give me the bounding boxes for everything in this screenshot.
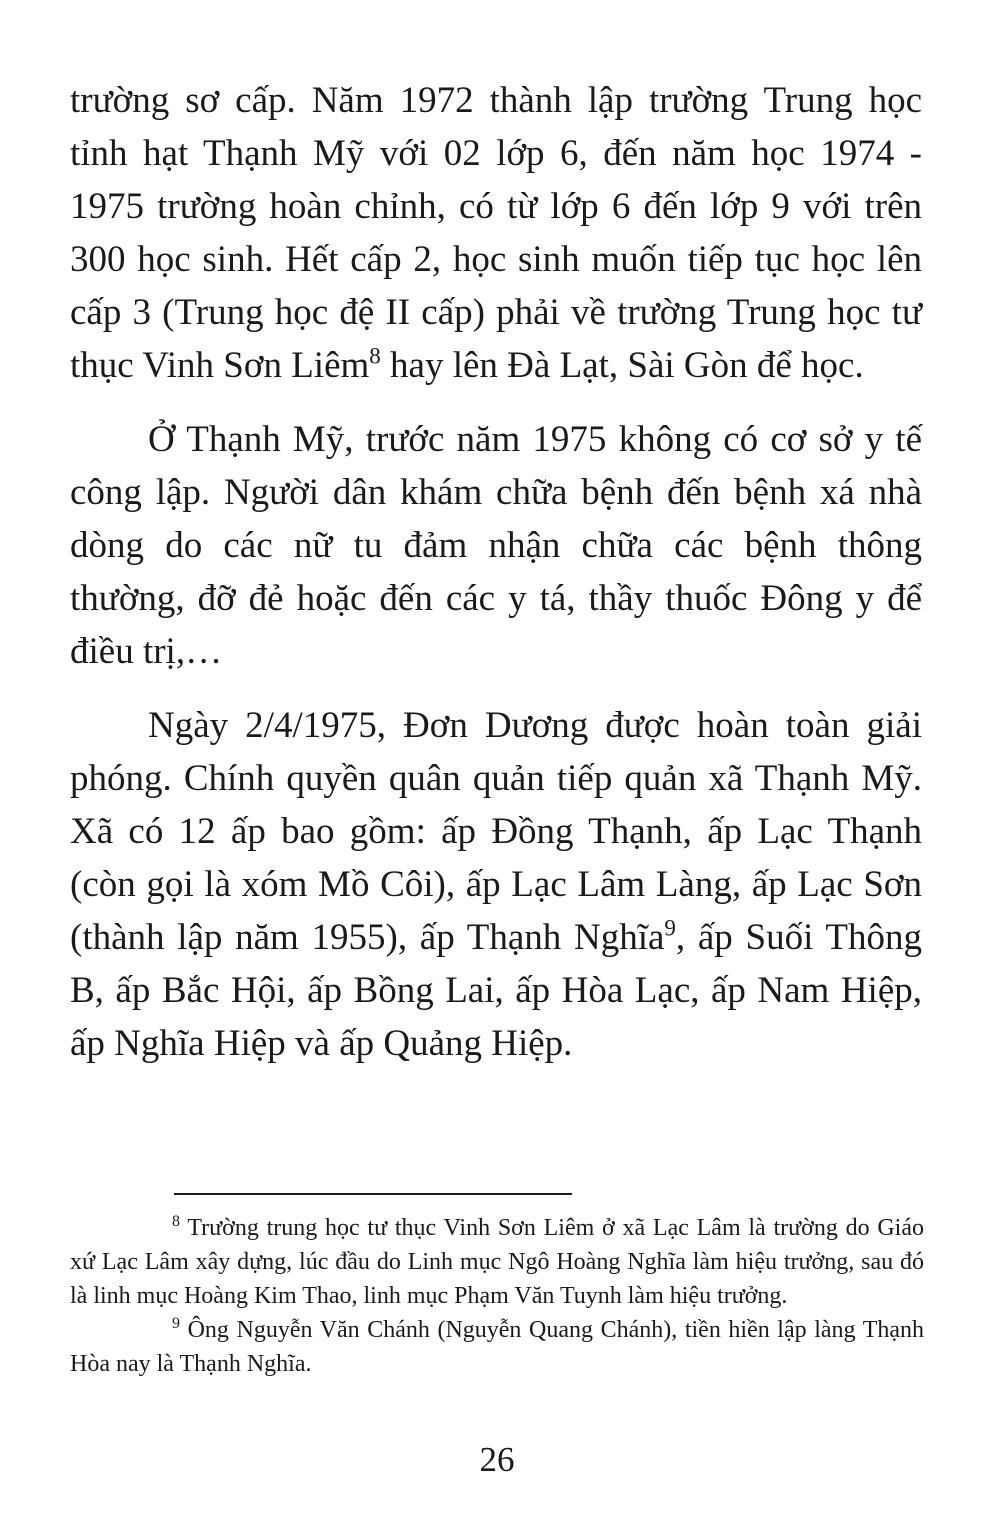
body-text: [70, 74, 922, 1070]
footnote-9-number: 9: [172, 1315, 180, 1332]
paragraph-1: [70, 74, 922, 392]
paragraph-1-text-after: hay lên Đà Lạt, Sài Gòn để học.: [380, 345, 864, 386]
footnote-8-number: 8: [172, 1213, 180, 1230]
paragraph-3: [70, 699, 922, 1070]
paragraph-3-text-after: , ấp Suối Thông B, ấp Bắc Hội, ấp Bồng Lai, ấp Hòa Lạc, ấp Nam Hiệp, ấp Nghĩa Hiệp và ấp Quảng Hiệp.: [70, 917, 922, 1064]
paragraph-1-text: trường sơ cấp. Năm 1972 thành lập trường Trung học tỉnh hạt Thạnh Mỹ với 02 lớp 6, đến năm học 1974 - 1975 trường hoàn chỉnh, có từ lớp 6 đến lớp 9 với trên 300 học sinh. Hết cấp 2, học sinh muốn tiếp tục học lên cấp 3 (Trung học đệ II cấp) phải về trường Trung học tư thục Vinh Sơn Liêm: [70, 80, 922, 386]
page-number: 26: [479, 1440, 515, 1479]
paragraph-3-text: Ngày 2/4/1975, Đơn Dương được hoàn toàn giải phóng. Chính quyền quân quản tiếp quản xã Thạnh Mỹ. Xã có 12 ấp bao gồm: ấp Đồng Thạnh, ấp Lạc Thạnh (còn gọi là xóm Mồ Côi), ấp Lạc Lâm Làng, ấp Lạc Sơn (thành lập năm 1955), ấp Thạnh Nghĩa: [70, 705, 922, 958]
footnotes: [70, 1211, 924, 1381]
footnote-ref-8: 8: [369, 343, 381, 369]
footnote-8: [70, 1211, 924, 1313]
footnote-ref-9: 9: [664, 915, 676, 941]
footnote-9-text: Ông Nguyễn Văn Chánh (Nguyễn Quang Chánh), tiền hiền lập làng Thạnh Hòa nay là Thạnh Nghĩa.: [70, 1317, 924, 1377]
footnote-divider: [174, 1193, 572, 1195]
footnote-9: [70, 1313, 924, 1381]
paragraph-2-text: Ở Thạnh Mỹ, trước năm 1975 không có cơ sở y tế công lập. Người dân khám chữa bệnh đến bệnh xá nhà dòng do các nữ tu đảm nhận chữa các bệnh thông thường, đỡ đẻ hoặc đến các y tá, thầy thuốc Đông y để điều trị,…: [70, 419, 922, 672]
footnote-8-text: Trường trung học tư thục Vinh Sơn Liêm ở xã Lạc Lâm là trường do Giáo xứ Lạc Lâm xây dựng, lúc đầu do Linh mục Ngô Hoàng Nghĩa làm hiệu trưởng, sau đó là linh mục Hoàng Kim Thao, linh mục Phạm Văn Tuynh làm hiệu trưởng.: [70, 1215, 924, 1309]
paragraph-2: [70, 413, 922, 678]
